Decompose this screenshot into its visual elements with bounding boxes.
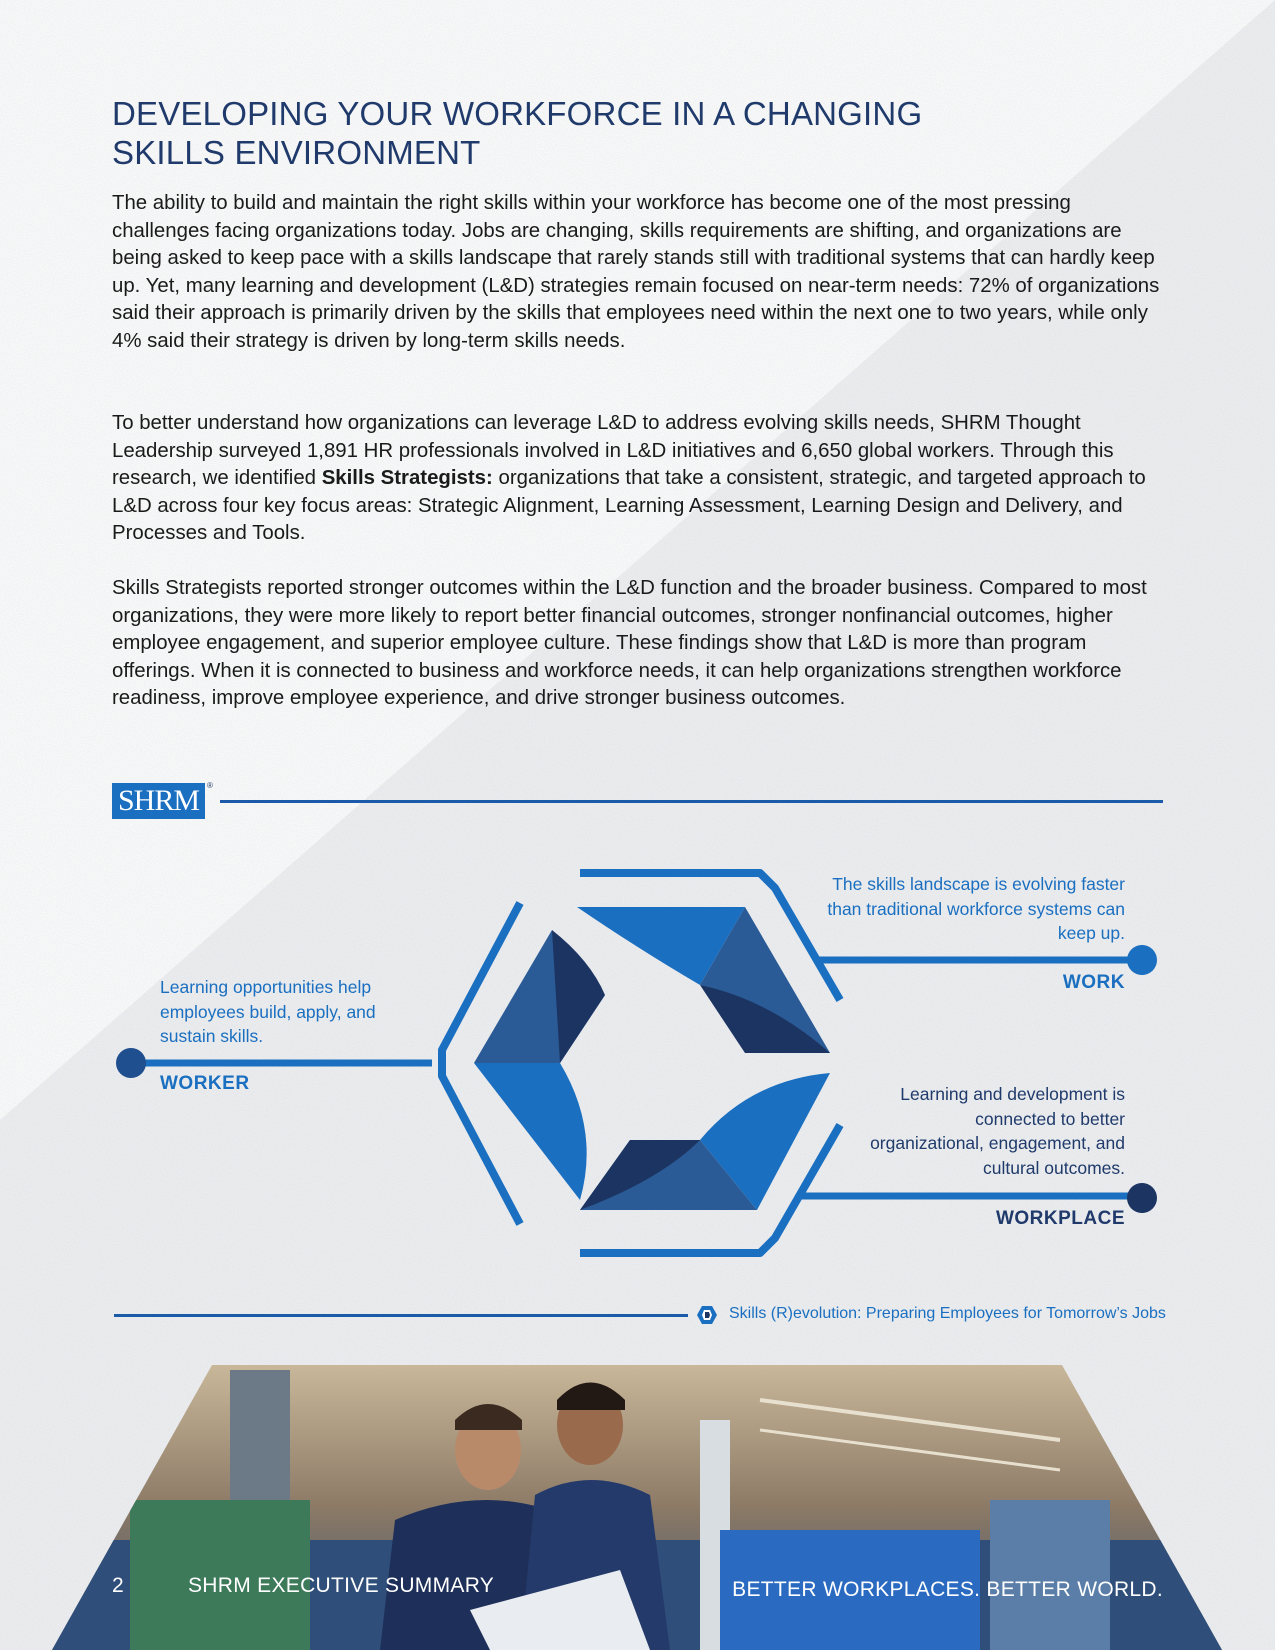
work-dot	[1127, 945, 1157, 975]
worker-dot	[116, 1048, 146, 1078]
outcomes-paragraph: Skills Strategists reported stronger outcomes within the L&D function and the broader business. Compared to most organizations, they were more likely to report better financial outcomes, stronger nonfinancial outcomes, higher employee engagement, and superior employee culture. These findings show that L&D is more than program offerings. When it is connected to business and workforce needs, it can help organizations strengthen workforce readiness, improve employee experience, and drive stronger business outcomes.	[112, 577, 1147, 709]
report-divider-line	[114, 1314, 688, 1317]
divider-line	[220, 800, 1163, 803]
workplace-description: Learning and development is connected to better organizational, engagement, and cultural outcomes.	[870, 1084, 1125, 1178]
workplace-dot	[1127, 1183, 1157, 1213]
footer-publication: SHRM EXECUTIVE SUMMARY	[188, 1574, 495, 1597]
skills-strategists-term: Skills Strategists:	[321, 467, 493, 489]
work-label: WORK	[1062, 972, 1125, 993]
report-title: Skills (R)evolution: Preparing Employees for Tomorrow’s Jobs	[729, 1305, 1166, 1322]
factory-workers-photo	[0, 1365, 1275, 1650]
worker-label: WORKER	[160, 1073, 250, 1094]
page-number: 2	[112, 1574, 124, 1597]
worker-description: Learning opportunities help employees build, apply, and sustain skills.	[160, 977, 376, 1046]
report-mark-icon	[697, 1305, 717, 1325]
workplace-label: WORKPLACE	[995, 1208, 1125, 1229]
footer-tagline: BETTER WORKPLACES. BETTER WORLD.	[732, 1578, 1163, 1601]
registered-mark: ®	[207, 781, 213, 790]
page-title: DEVELOPING YOUR WORKFORCE IN A CHANGING SKILLS ENVIRONMENT	[112, 95, 923, 171]
intro-paragraph: The ability to build and maintain the right skills within your workforce has become one of the most pressing challenges facing organizations today. Jobs are changing, skills requirements are shifting, and organizations are being asked to keep pace with a skills landscape that rarely stands still with traditional systems that can hardly keep up. Yet, many learning and development (L&D) strategies remain focused on near-term needs: 72% of organizations said their approach is primarily driven by the skills that employees need within the next one to two years, while only 4% said their strategy is driven by long-term skills needs.	[112, 192, 1160, 352]
shrm-logo: SHRM	[112, 783, 205, 819]
research-paragraph: To better understand how organizations can leverage L&D to address evolving skills needs, SHRM Thought Leadership surveyed 1,891 HR professionals involved in L&D initiatives and 6,650 global workers. Through this research, we identified Skills Strategists: organizations that take a consistent, strategic, and targeted approach to L&D across four key focus areas: Strategic Alignment, Learning Assessment, Learning Design and Delivery, and Processes and Tools.	[112, 412, 1146, 544]
work-description: The skills landscape is evolving faster than traditional workforce systems can keep up.	[827, 874, 1125, 943]
